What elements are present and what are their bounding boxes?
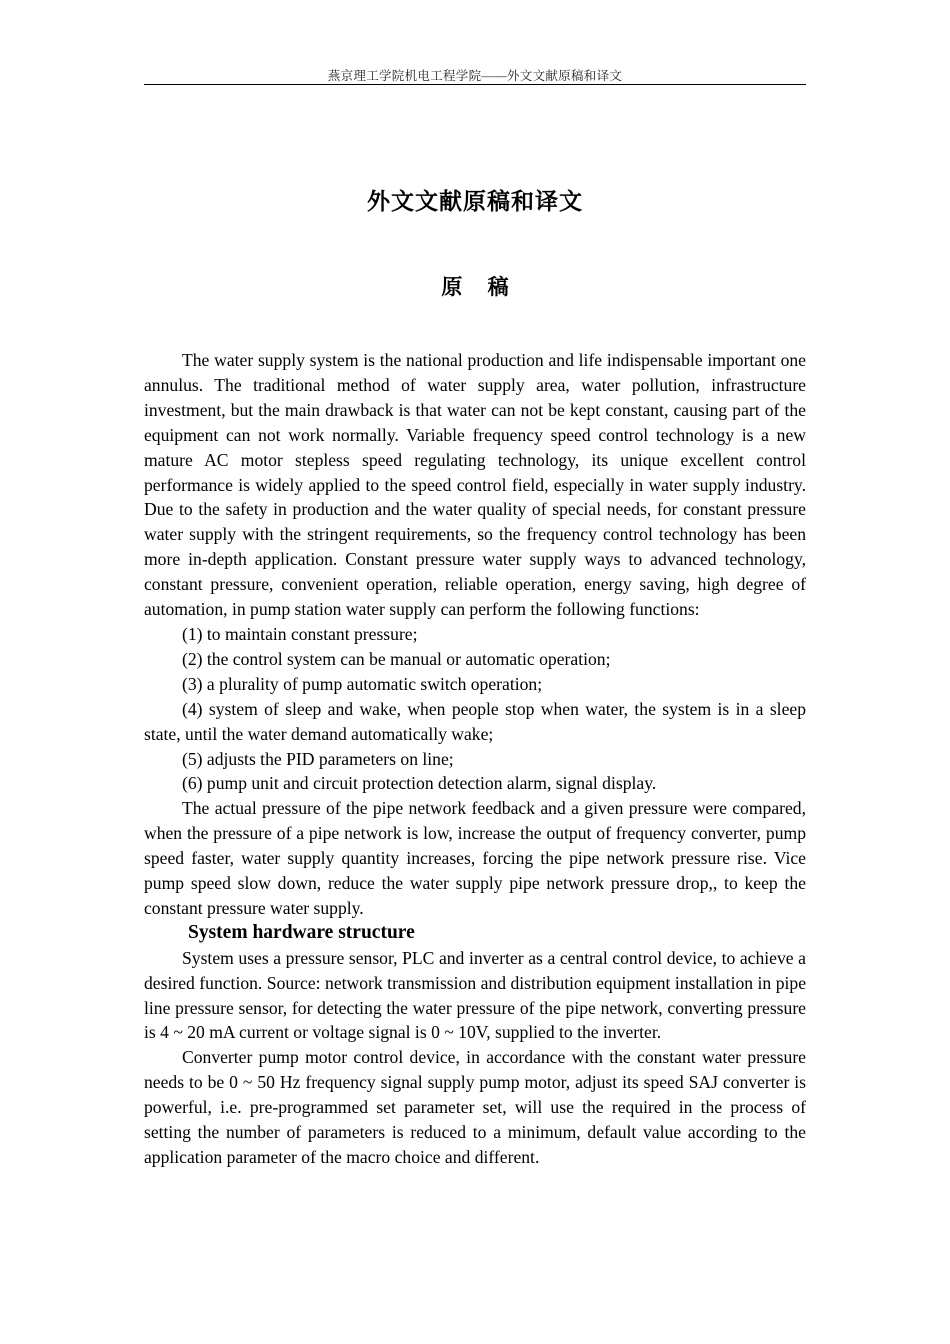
list-item: (1) to maintain constant pressure; — [182, 623, 418, 644]
paragraph: Converter pump motor control device, in accordance with the constant water pressure needs to be 0 ~ 50 Hz frequency signal supply pump motor, adjust its speed SAJ converter is powerful, i.e. pre-programmed set parameter set, will use the required in the process of setting the number of parameters is reduced to a minimum, default value according to the application parameter of the macro choice and different. — [144, 1047, 806, 1167]
paragraph: The water supply system is the national production and life indispensable important one annulus. The traditional method of water supply area, water pollution, infrastructure investment, but the main drawback is that water can not be kept constant, causing part of the equipment can not work normally. Variable frequency speed control technology is a new mature AC motor stepless speed regulating technology, its unique excellent control performance is widely applied to the speed control field, especially in water supply industry. Due to the safety in production and the water quality of special needs, for constant pressure water supply with the stringent requirements, so the frequency control technology has been more in-depth application. Constant pressure water supply ways to advanced technology, constant pressure, convenient operation, reliable operation, energy saving, high degree of automation, in pump station water supply can perform the following functions: — [144, 350, 806, 620]
document-title: 外文文献原稿和译文 — [367, 189, 583, 214]
list-item: (2) the control system can be manual or automatic operation; — [182, 648, 611, 669]
header-divider — [144, 84, 806, 85]
list-item: (4) system of sleep and wake, when people stop when water, the system is in a sleep state, until the water demand automatically wake; — [144, 698, 806, 744]
list-item: (5) adjusts the PID parameters on line; — [182, 748, 454, 769]
body-text — [144, 348, 806, 1170]
running-header: 燕京理工学院机电工程学院——外文文献原稿和译文 — [327, 69, 623, 83]
list-item: (6) pump unit and circuit protection detection alarm, signal display. — [182, 773, 657, 794]
paragraph: System uses a pressure sensor, PLC and inverter as a central control device, to achieve a desired function. Source: network transmission and distribution equipment installation in pipe line pressure sensor, for detecting the water pressure of the pipe network, converting pressure is 4 ~ 20 mA current or voltage signal is 0 ~ 10V, supplied to the inverter. — [144, 947, 806, 1043]
section-title: 原 稿 — [441, 275, 519, 299]
subheading: System hardware structure — [188, 921, 415, 943]
paragraph: The actual pressure of the pipe network feedback and a given pressure were compared, when the pressure of a pipe network is low, increase the output of frequency converter, pump speed faster, water supply quantity increases, forcing the pipe network pressure rise. Vice pump speed slow down, reduce the water supply pipe network pressure drop,, to keep the constant pressure water supply. — [144, 798, 806, 918]
list-item: (3) a plurality of pump automatic switch operation; — [182, 673, 543, 694]
